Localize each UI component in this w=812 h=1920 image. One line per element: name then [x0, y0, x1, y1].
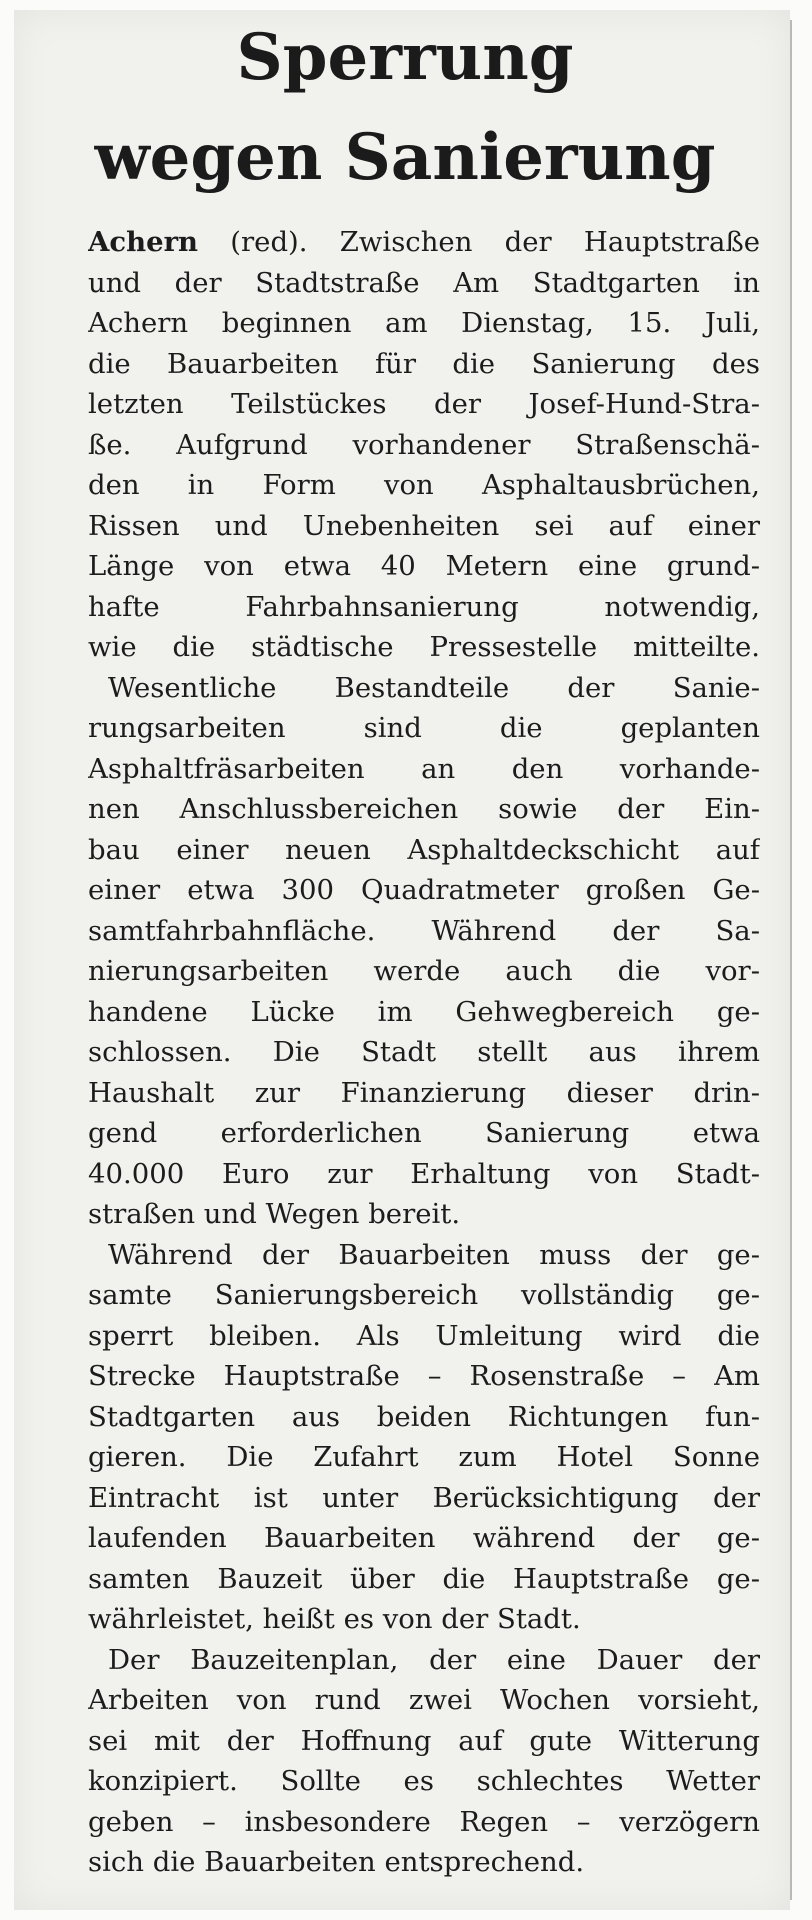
paragraph-line: die Bauarbeiten für die Sanierung des: [88, 347, 760, 380]
paragraph-line: Arbeiten von rund zwei Wochen vorsieht,: [88, 1684, 760, 1716]
paragraph-line: und der Stadtstraße Am Stadtgarten in: [88, 266, 760, 299]
paragraph-line: konzipiert. Sollte es schlechtes Wetter: [88, 1765, 760, 1797]
article-paragraph-1: [88, 222, 760, 668]
paragraph-line: letzten Teilstückes der Josef-Hund-Stra-: [88, 388, 760, 420]
paragraph-line: schlossen. Die Stadt stellt aus ihrem: [88, 1036, 760, 1068]
paragraph-line: Haushalt zur Finanzierung dieser drin-: [88, 1076, 760, 1109]
paragraph-line: währleistet, heißt es von der Stadt.: [88, 1603, 581, 1635]
paragraph-line: straßen und Wegen bereit.: [88, 1198, 461, 1230]
paragraph-line: nierungsarbeiten werde auch die vor-: [88, 955, 760, 987]
paragraph-line: einer etwa 300 Quadratmeter großen Ge-: [88, 874, 760, 906]
paragraph-line: geben – insbesondere Regen – verzögern: [88, 1805, 760, 1838]
article-paragraph-2: [88, 668, 760, 1235]
paragraph-line: den in Form von Asphaltausbrüchen,: [88, 469, 760, 501]
paragraph-line: ße. Aufgrund vorhandener Straßenschä-: [88, 428, 760, 461]
paragraph-line-text: (red). Zwischen der Hauptstraße: [198, 226, 760, 258]
paragraph-line: Wesentliche Bestandteile der Sanie-: [108, 671, 760, 704]
paragraph-line: sperrt bleiben. Als Umleitung wird die: [88, 1319, 760, 1352]
paragraph-line: sich die Bauarbeiten entsprechend.: [88, 1846, 585, 1878]
paragraph-line: laufenden Bauarbeiten während der ge-: [88, 1522, 760, 1554]
paragraph-line: Eintracht ist unter Berücksichtigung der: [88, 1481, 760, 1514]
paragraph-line: hafte Fahrbahnsanierung notwendig,: [88, 590, 760, 623]
article-paragraph-3: [88, 1235, 760, 1640]
paragraph-line: Länge von etwa 40 Metern eine grund-: [88, 550, 760, 582]
article-paragraph-4: [88, 1640, 760, 1883]
paragraph-line: Achern beginnen am Dienstag, 15. Juli,: [88, 307, 760, 339]
paragraph-line: Während der Bauarbeiten muss der ge-: [108, 1238, 760, 1271]
paragraph-line: samtfahrbahnfläche. Während der Sa-: [88, 914, 760, 947]
scan-edge-line: [790, 20, 792, 1900]
headline-line-2: wegen Sanierung: [94, 120, 716, 195]
paragraph-line: nen Anschlussbereichen sowie der Ein-: [88, 793, 760, 825]
paragraph-line: Asphaltfräsarbeiten an den vorhande-: [88, 752, 760, 785]
paragraph-line: Rissen und Unebenheiten sei auf einer: [88, 509, 760, 542]
paragraph-line: samte Sanierungsbereich vollständig ge-: [88, 1279, 760, 1311]
article-dateline: Achern: [88, 226, 199, 258]
paragraph-line: Strecke Hauptstraße – Rosenstraße – Am: [88, 1360, 760, 1392]
article-headline: [40, 8, 770, 208]
paragraph-line: rungsarbeiten sind die geplanten: [88, 712, 760, 744]
paragraph-line: [88, 222, 760, 263]
paragraph-line: sei mit der Hoffnung auf gute Witterung: [88, 1724, 760, 1757]
paragraph-line: gieren. Die Zufahrt zum Hotel Sonne: [88, 1441, 760, 1473]
paragraph-line: bau einer neuen Asphaltdeckschicht auf: [88, 833, 760, 866]
paragraph-line: Der Bauzeitenplan, der eine Dauer der: [108, 1643, 760, 1676]
paragraph-line: samten Bauzeit über die Hauptstraße ge-: [88, 1562, 760, 1595]
paragraph-line: Stadtgarten aus beiden Richtungen fun-: [88, 1400, 760, 1433]
paragraph-line: gend erforderlichen Sanierung etwa: [88, 1117, 760, 1149]
paragraph-line: wie die städtische Pressestelle mitteilte.: [88, 631, 760, 663]
article-body: [88, 222, 760, 1883]
paragraph-line: handene Lücke im Gehwegbereich ge-: [88, 995, 760, 1028]
paragraph-line: 40.000 Euro zur Erhaltung von Stadt-: [88, 1157, 760, 1190]
headline-line-1: Sperrung: [236, 20, 574, 95]
